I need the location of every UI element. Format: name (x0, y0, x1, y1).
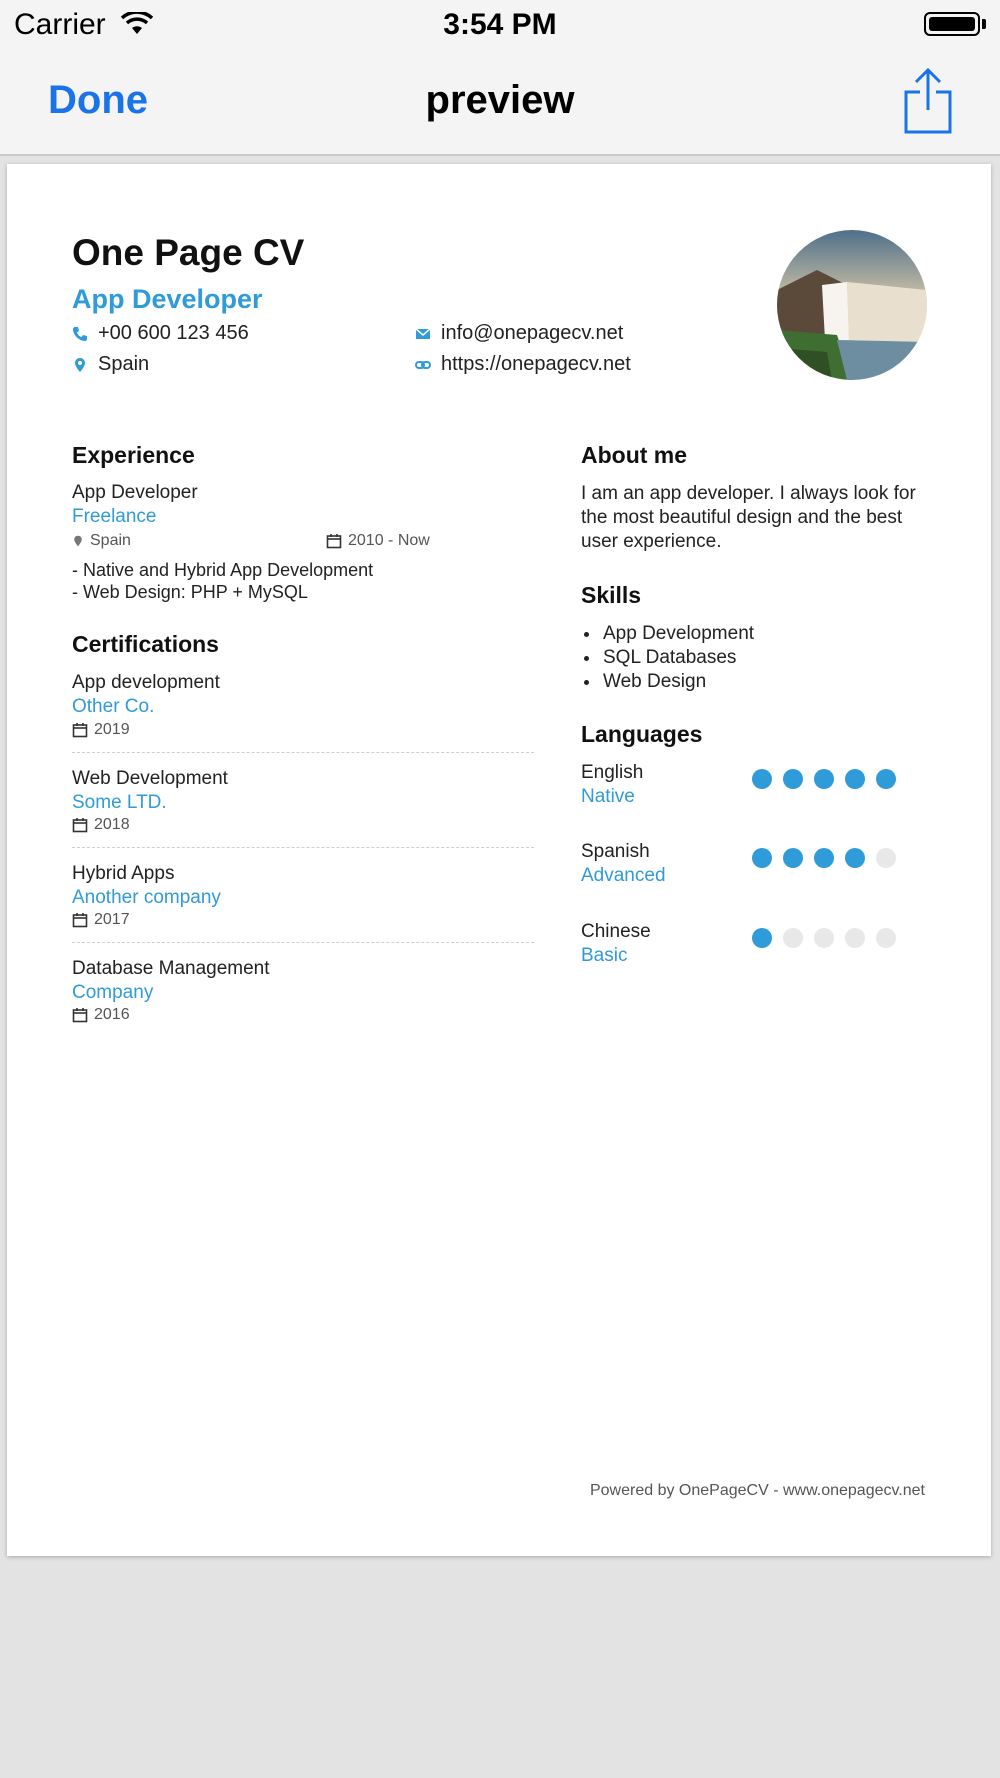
status-time: 3:54 PM (443, 8, 557, 41)
rating-dot (783, 928, 803, 948)
certification-year (72, 1006, 130, 1024)
rating-dot (845, 769, 865, 789)
rating-dot (814, 769, 834, 789)
certification-year-text: 2018 (94, 816, 130, 833)
certification-year (72, 721, 130, 739)
skills-list (581, 622, 754, 694)
divider (72, 942, 534, 943)
rating-dot (752, 928, 772, 948)
skill-item: • Web Design (601, 670, 754, 694)
divider (72, 752, 534, 753)
email-icon (415, 326, 431, 342)
certification-year-text: 2017 (94, 911, 130, 928)
calendar-icon (72, 722, 88, 738)
calendar-icon (326, 533, 342, 549)
experience-location (72, 532, 131, 550)
contact-email (415, 322, 623, 345)
experience-location-text: Spain (90, 532, 131, 549)
experience-period-text: 2010 - Now (348, 532, 430, 549)
rating-dot (845, 848, 865, 868)
rating-dot (876, 769, 896, 789)
battery-tip (982, 19, 986, 29)
language-rating (752, 848, 896, 868)
location-pin-icon (72, 357, 88, 373)
cv-role: App Developer (72, 284, 263, 314)
carrier-label: Carrier (14, 8, 106, 41)
experience-period (326, 532, 430, 550)
experience-title: App Developer (72, 482, 198, 503)
contact-website (415, 353, 631, 376)
footer-credit: Powered by OnePageCV - www.onepagecv.net (589, 1482, 925, 1499)
calendar-icon (72, 1007, 88, 1023)
skills-heading: Skills (581, 582, 642, 608)
divider (72, 847, 534, 848)
location-pin-icon (72, 534, 84, 548)
experience-company: Freelance (72, 506, 157, 527)
phone-icon (72, 326, 88, 342)
rating-dot (752, 769, 772, 789)
navigation-bar (0, 0, 1000, 156)
certification-year (72, 816, 130, 834)
experience-line: - Web Design: PHP + MySQL (72, 582, 308, 602)
link-icon (415, 357, 431, 373)
battery-icon (924, 12, 980, 36)
certification-org: Another company (72, 887, 221, 908)
rating-dot (876, 848, 896, 868)
language-name: English (581, 762, 644, 783)
share-icon[interactable] (900, 66, 956, 136)
language-level: Advanced (581, 865, 666, 886)
contact-location (72, 353, 149, 376)
contact-phone (72, 322, 249, 345)
rating-dot (845, 928, 865, 948)
status-bar (0, 0, 1000, 50)
language-name: Chinese (581, 921, 651, 942)
certification-org: Company (72, 982, 154, 1003)
rating-dot (783, 769, 803, 789)
language-name: Spanish (581, 841, 650, 862)
cv-preview-page[interactable] (7, 164, 991, 1556)
certification-year (72, 911, 130, 929)
cv-name: One Page CV (72, 232, 305, 273)
language-level: Native (581, 786, 635, 807)
website-text: https://onepagecv.net (441, 353, 631, 375)
rating-dot (814, 848, 834, 868)
certification-title: Web Development (72, 768, 228, 789)
about-text: I am an app developer. I always look for the most beautiful design and the best user experience. (581, 483, 916, 552)
phone-text: +00 600 123 456 (98, 322, 249, 344)
rating-dot (752, 848, 772, 868)
profile-photo (777, 230, 927, 380)
skill-item: • App Development (601, 622, 754, 646)
certification-title: Hybrid Apps (72, 863, 175, 884)
experience-heading: Experience (72, 442, 195, 468)
certification-org: Other Co. (72, 696, 155, 717)
rating-dot (876, 928, 896, 948)
language-rating (752, 769, 896, 789)
nav-title: preview (425, 78, 575, 122)
language-level: Basic (581, 945, 628, 966)
certification-title: App development (72, 672, 220, 693)
rating-dot (814, 928, 834, 948)
languages-heading: Languages (581, 721, 703, 747)
language-rating (752, 928, 896, 948)
email-text: info@onepagecv.net (441, 322, 624, 344)
done-button[interactable]: Done (48, 78, 148, 122)
location-text: Spain (98, 353, 150, 375)
skill-item: • SQL Databases (601, 646, 754, 670)
calendar-icon (72, 817, 88, 833)
rating-dot (783, 848, 803, 868)
about-heading: About me (581, 442, 688, 468)
certification-org: Some LTD. (72, 792, 167, 813)
certifications-heading: Certifications (72, 631, 219, 657)
certification-year-text: 2019 (94, 721, 130, 738)
calendar-icon (72, 912, 88, 928)
certification-year-text: 2016 (94, 1006, 130, 1023)
experience-line: - Native and Hybrid App Development (72, 560, 374, 580)
certification-title: Database Management (72, 958, 270, 979)
